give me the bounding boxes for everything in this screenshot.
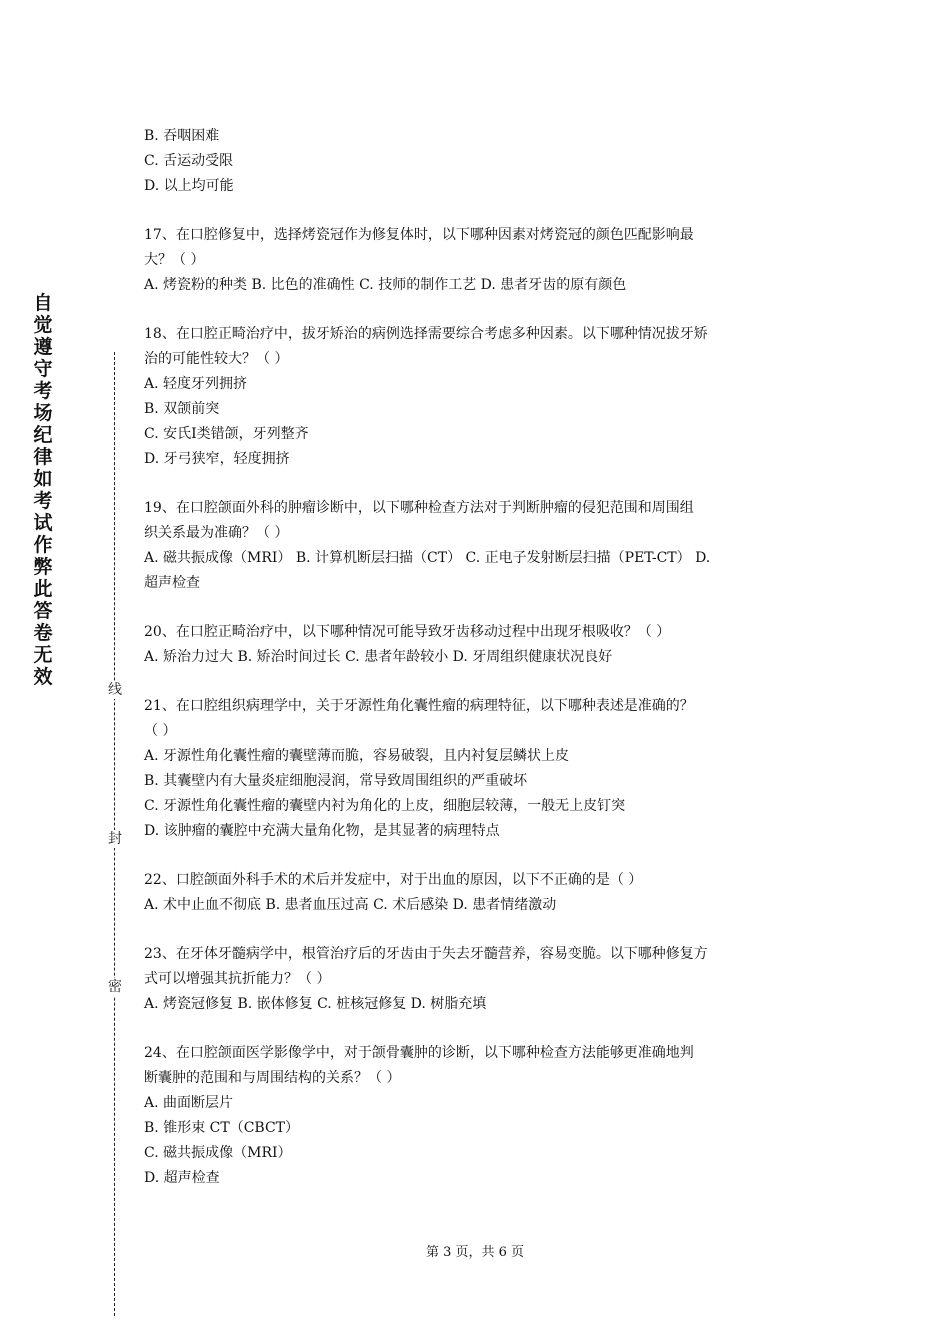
question-line: 大？（ ）: [144, 252, 205, 268]
question-line: A. 烤瓷粉的种类 B. 比色的准确性 C. 技师的制作工艺 D. 患者牙齿的原有颜色: [144, 277, 627, 293]
question-block: [144, 223, 810, 298]
question-line: D. 该肿瘤的囊腔中充满大量角化物，是其显著的病理特点: [144, 823, 500, 839]
binding-mark-line: 线: [108, 682, 122, 698]
question-line: C. 牙源性角化囊性瘤的囊壁内衬为角化的上皮，细胞层较薄，一般无上皮钉突: [144, 798, 626, 814]
question-line: 24、在口腔颌面医学影像学中，对于颌骨囊肿的诊断，以下哪种检查方法能够更准确地判: [144, 1045, 694, 1061]
question-block: [144, 496, 810, 596]
question-line: A. 矫治力过大 B. 矫治时间过长 C. 患者年龄较小 D. 牙周组织健康状况良好: [144, 649, 613, 665]
question-line: 式可以增强其抗折能力？（ ）: [144, 971, 331, 987]
question-block: [144, 124, 810, 199]
question-line: B. 其囊壁内有大量炎症细胞浸润，常导致周围组织的严重破坏: [144, 773, 528, 789]
question-list: [144, 124, 810, 1215]
question-block: [144, 694, 810, 844]
question-line: C. 舌运动受限: [144, 153, 234, 169]
question-line: 22、口腔颌面外科手术的术后并发症中，对于出血的原因，以下不正确的是（ ）: [144, 872, 643, 888]
question-block: [144, 868, 810, 918]
question-line: 21、在口腔组织病理学中，关于牙源性角化囊性瘤的病理特征，以下哪种表述是准确的？: [144, 698, 694, 714]
question-block: [144, 620, 810, 670]
question-block: [144, 1041, 810, 1191]
question-line: A. 磁共振成像（MRI） B. 计算机断层扫描（CT） C. 正电子发射断层扫描（PET-CT） D.: [144, 550, 711, 566]
question-line: A. 术中止血不彻底 B. 患者血压过高 C. 术后感染 D. 患者情绪激动: [144, 897, 557, 913]
question-line: D. 牙弓狭窄，轻度拥挤: [144, 451, 290, 467]
question-block: [144, 322, 810, 472]
question-line: D. 超声检查: [144, 1170, 220, 1186]
question-line: 超声检查: [144, 575, 200, 591]
question-line: D. 以上均可能: [144, 178, 234, 194]
question-line: B. 双颌前突: [144, 401, 220, 417]
question-line: 23、在牙体牙髓病学中，根管治疗后的牙齿由于失去牙髓营养，容易变脆。以下哪种修复方: [144, 946, 708, 962]
question-line: （ ）: [144, 723, 177, 739]
question-line: 20、在口腔正畸治疗中，以下哪种情况可能导致牙齿移动过程中出现牙根吸收？（ ）: [144, 624, 671, 640]
binding-mark-seal: 封: [108, 831, 122, 847]
question-line: C. 安氏Ⅰ类错颌，牙列整齐: [144, 426, 309, 442]
question-line: A. 轻度牙列拥挤: [144, 376, 248, 392]
question-line: B. 吞咽困难: [144, 128, 220, 144]
question-block: [144, 942, 810, 1017]
question-line: 19、在口腔颌面外科的肿瘤诊断中，以下哪种检查方法对于判断肿瘤的侵犯范围和周围组: [144, 500, 694, 516]
question-line: C. 磁共振成像（MRI）: [144, 1145, 292, 1161]
question-line: B. 锥形束 CT（CBCT）: [144, 1120, 299, 1136]
question-line: 断囊肿的范围和与周围结构的关系？（ ）: [144, 1070, 401, 1086]
exam-discipline-notice: 自觉遵守考场纪律如考试作弊此答卷无效: [33, 292, 53, 688]
question-line: 治的可能性较大？（ ）: [144, 351, 289, 367]
question-line: A. 牙源性角化囊性瘤的囊壁薄而脆，容易破裂，且内衬复层鳞状上皮: [144, 748, 570, 764]
question-line: A. 曲面断层片: [144, 1095, 234, 1111]
question-line: A. 烤瓷冠修复 B. 嵌体修复 C. 桩核冠修复 D. 树脂充填: [144, 996, 487, 1012]
question-line: 织关系最为准确？（ ）: [144, 525, 289, 541]
binding-mark-secret: 密: [108, 979, 122, 995]
question-line: 18、在口腔正畸治疗中，拔牙矫治的病例选择需要综合考虑多种因素。以下哪种情况拔牙矫: [144, 326, 708, 342]
page-footer: 第 3 页，共 6 页: [425, 1245, 525, 1260]
question-line: 17、在口腔修复中，选择烤瓷冠作为修复体时，以下哪种因素对烤瓷冠的颜色匹配影响最: [144, 227, 694, 243]
